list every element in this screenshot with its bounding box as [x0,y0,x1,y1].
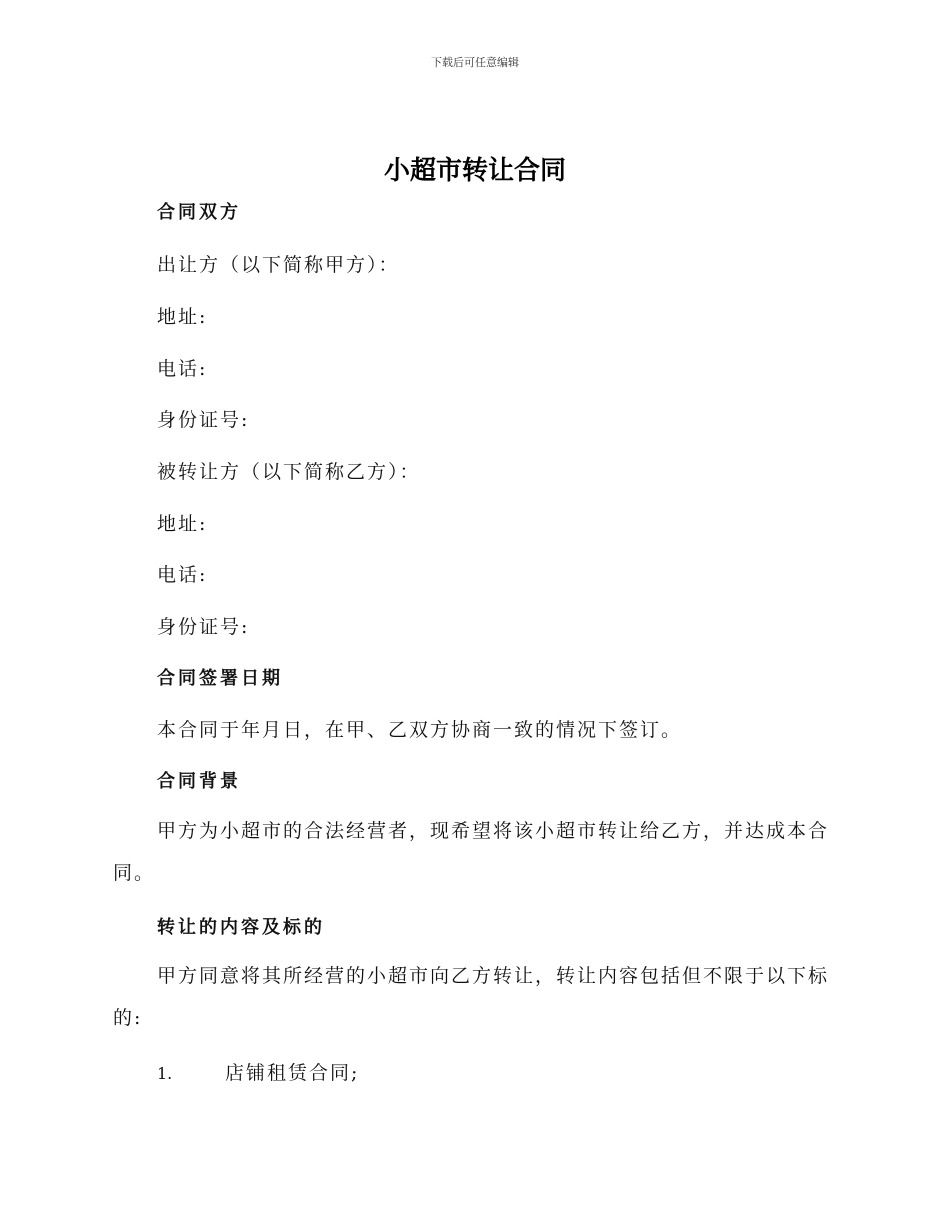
party-b-phone: 电话: [157,564,208,586]
section-heading-signing-date: 合同签署日期 [157,668,283,689]
section-heading-content: 转让的内容及标的 [157,917,325,938]
party-a-address: 地址: [157,306,208,328]
list-item [157,1058,359,1085]
party-a-id-number: 身份证号: [157,409,250,431]
list-item-text: 店铺租赁合同; [225,1062,360,1084]
section-heading-parties: 合同双方 [157,202,241,223]
party-b-label: 被转让方（以下简称乙方）： [157,461,421,483]
party-a-phone: 电话: [157,358,208,380]
party-a-label: 出让方（以下简称甲方）： [157,254,400,276]
list-item-number: 1. [157,1064,173,1083]
party-b-id-number: 身份证号: [157,616,250,638]
content-paragraph: 甲方同意将其所经营的小超市向乙方转让，转让内容包括但不限于以下标的: [113,965,830,1029]
signing-date-text: 本合同于年月日，在甲、乙双方协商一致的情况下签订。 [157,719,683,741]
party-b-address: 地址: [157,513,208,535]
section-heading-background: 合同背景 [157,771,241,792]
document-title: 小超市转让合同 [383,156,566,186]
background-paragraph: 甲方为小超市的合法经营者，现希望将该小超市转让给乙方，并达成本合同。 [113,820,830,884]
header-note: 下载后可任意编辑 [431,56,519,69]
